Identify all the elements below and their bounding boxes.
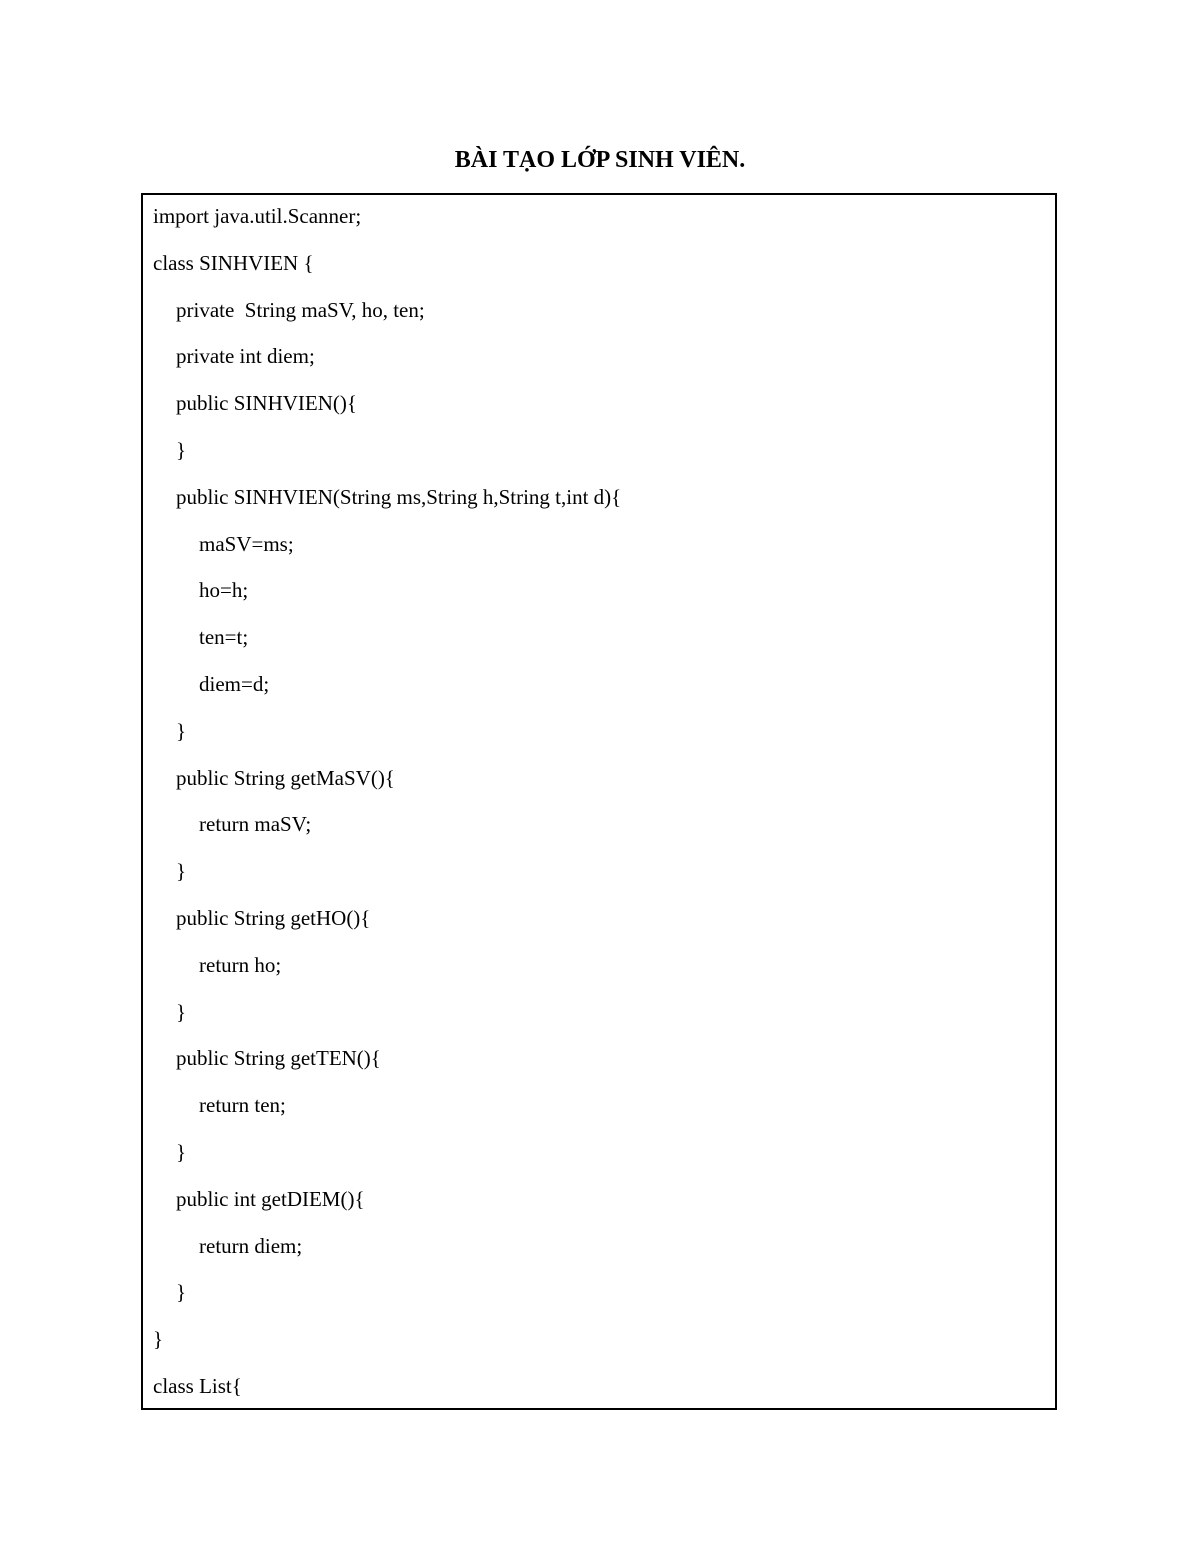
code-line: class SINHVIEN { — [153, 250, 314, 275]
code-line: ho=h; — [199, 578, 249, 603]
code-line: } — [176, 718, 187, 743]
code-line: public SINHVIEN(String ms,String h,String t,int d){ — [176, 484, 622, 509]
code-line: } — [176, 1139, 187, 1164]
code-line: } — [176, 1280, 187, 1305]
code-line: } — [176, 437, 187, 462]
code-line: public String getHO(){ — [176, 905, 371, 930]
code-line: private int diem; — [176, 344, 315, 369]
document-title: BÀI TẠO LỚP SINH VIÊN. — [454, 147, 746, 173]
code-line: private String maSV, ho, ten; — [176, 297, 425, 322]
code-box — [141, 193, 1057, 1410]
code-line: return maSV; — [199, 812, 312, 837]
code-line: ten=t; — [199, 625, 249, 650]
code-line: diem=d; — [199, 671, 270, 696]
code-line: return diem; — [199, 1233, 303, 1258]
code-line: public SINHVIEN(){ — [176, 391, 357, 416]
code-line: import java.util.Scanner; — [153, 204, 362, 228]
code-line: return ten; — [199, 1093, 286, 1118]
code-listing — [153, 193, 1045, 1410]
code-line: } — [176, 999, 187, 1024]
code-line: public String getMaSV(){ — [176, 765, 395, 790]
code-line: maSV=ms; — [199, 531, 294, 556]
code-line: class List{ — [153, 1373, 242, 1398]
code-line: public String getTEN(){ — [176, 1046, 381, 1071]
code-line: public int getDIEM(){ — [176, 1186, 365, 1211]
code-line: } — [176, 859, 187, 884]
code-line: } — [153, 1327, 164, 1352]
code-line: return ho; — [199, 952, 282, 977]
